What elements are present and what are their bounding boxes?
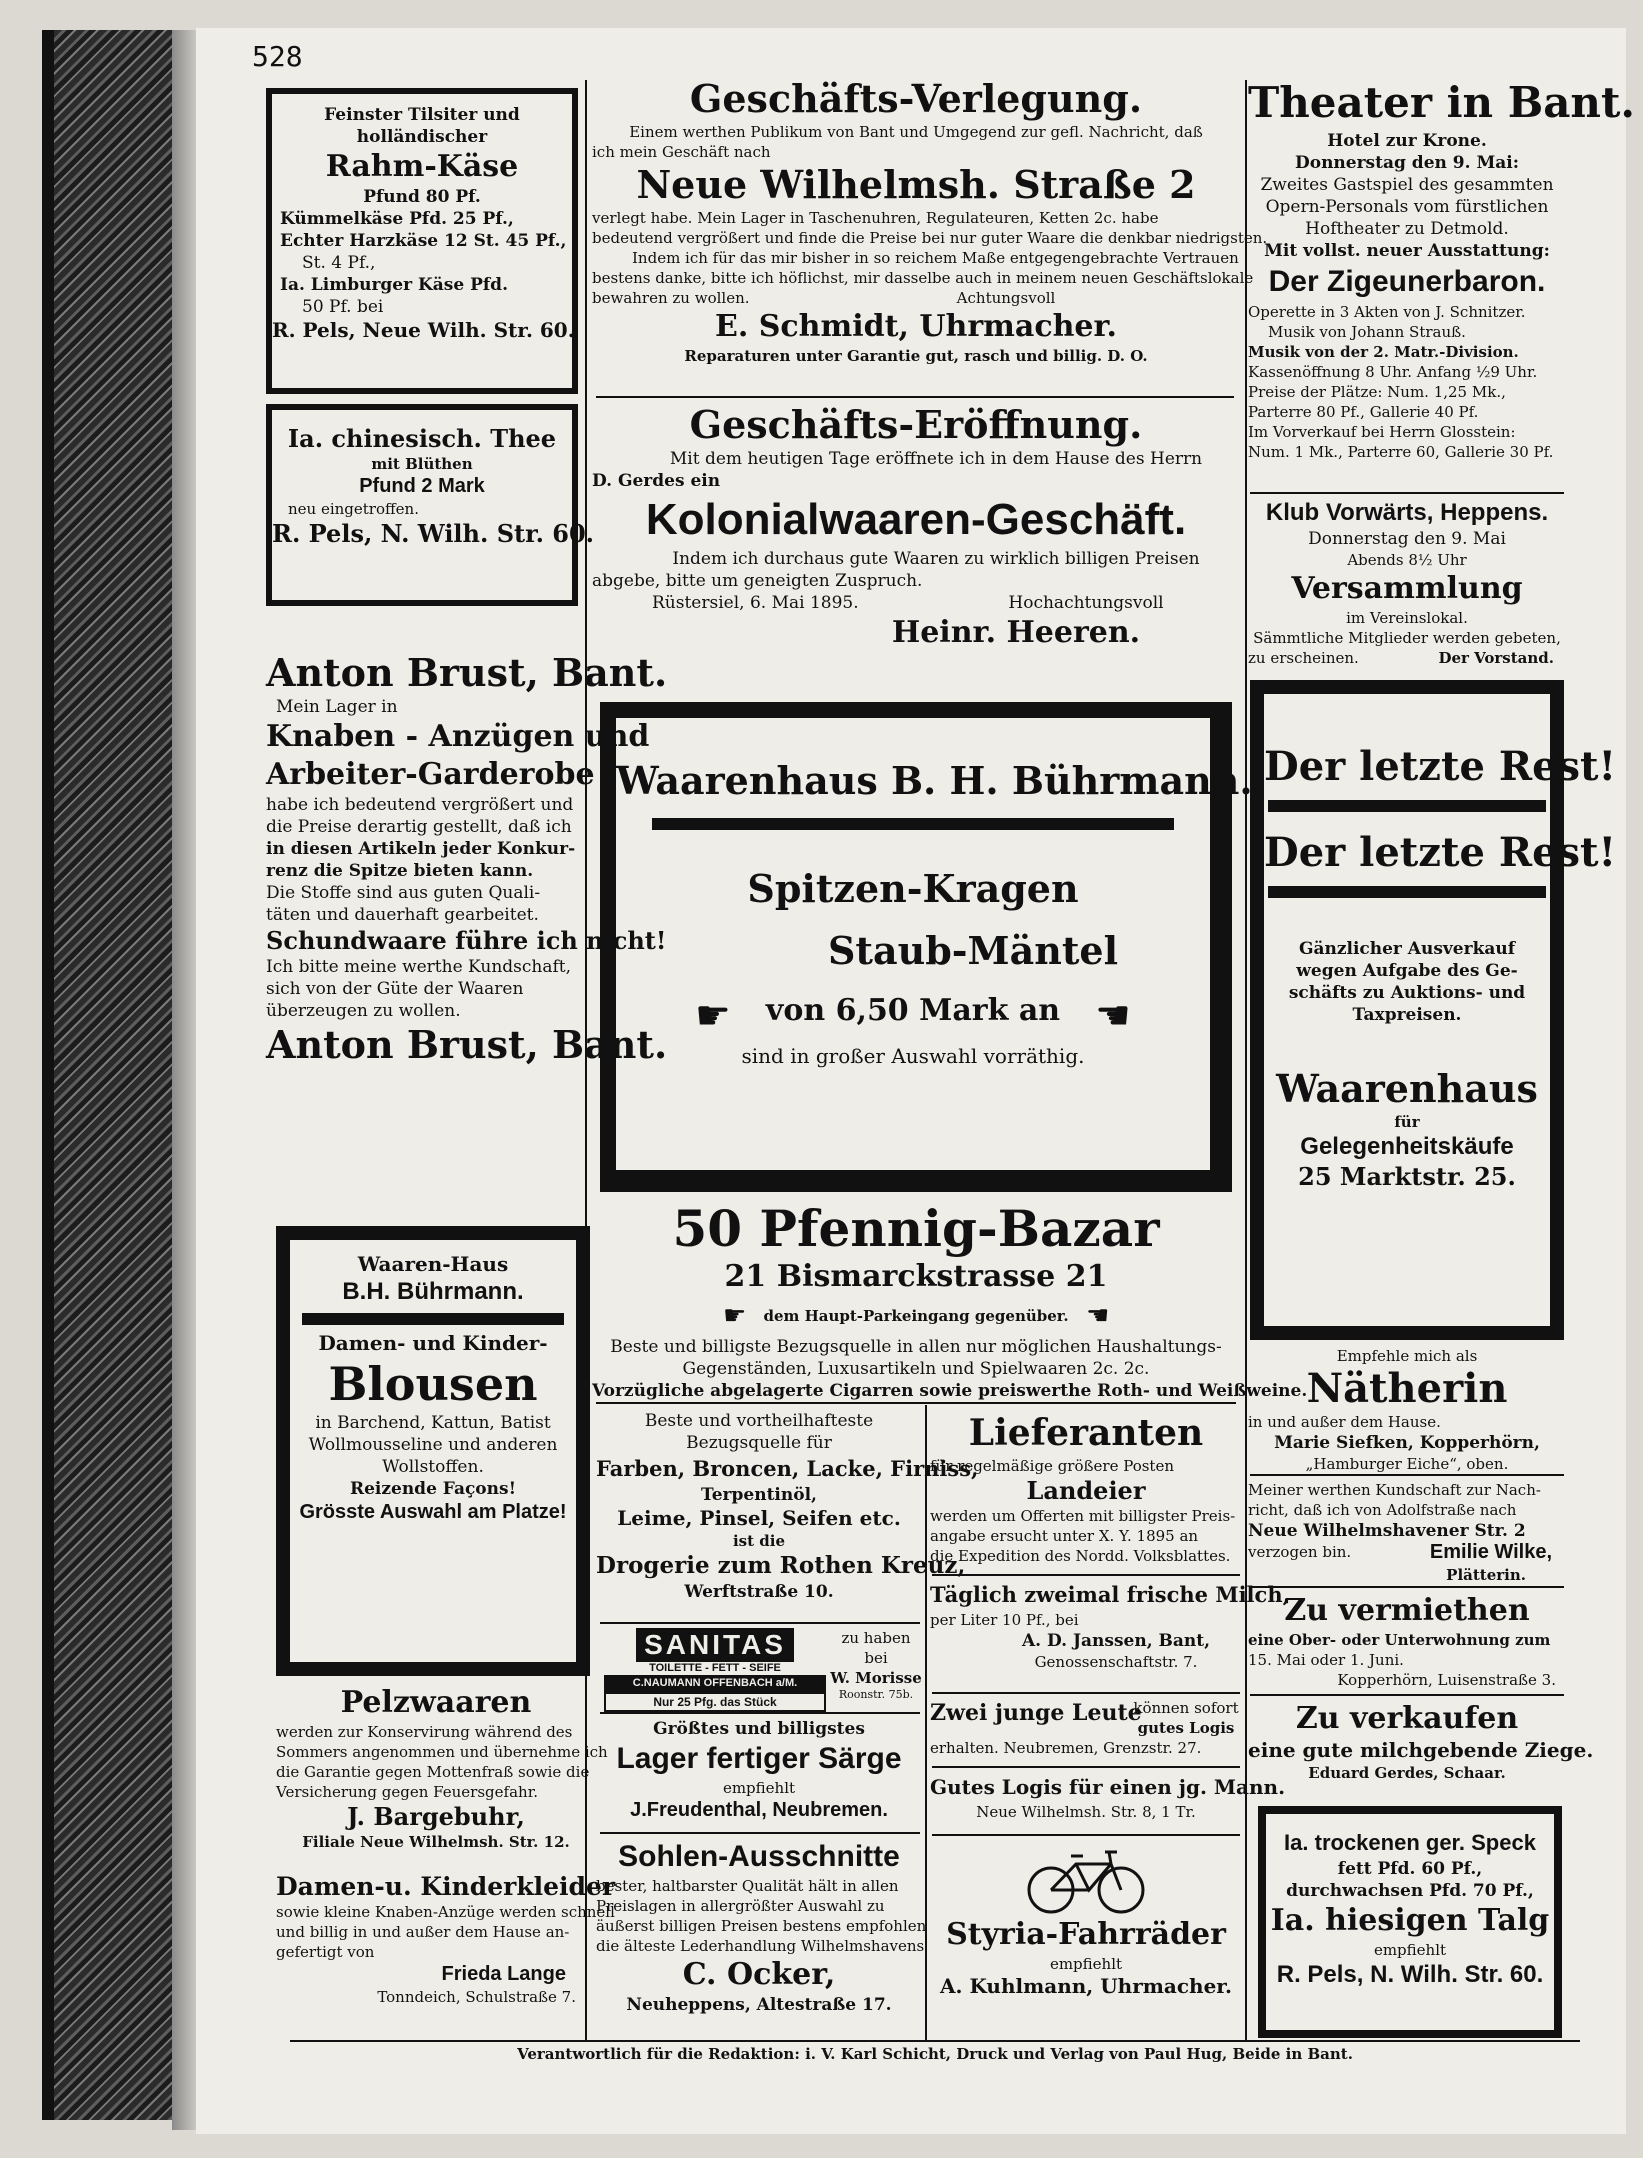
kleider-line: gefertigt von	[276, 1943, 375, 1961]
bazar-address: 21 Bismarckstrasse 21	[724, 1259, 1108, 1294]
sohlen-line: Preislagen in allergrößter Auswahl zu	[596, 1897, 885, 1915]
rest-address: 25 Marktstr. 25.	[1298, 1162, 1516, 1191]
brust-title: Anton Brust, Bant.	[266, 650, 668, 695]
ad-letzte-rest	[1250, 680, 1617, 1340]
blousen-line: in Barchend, Kattun, Batist	[315, 1413, 551, 1433]
verlegung-address: Neue Wilhelmsh. Straße 2	[636, 162, 1196, 207]
ad-speck-talg	[1258, 1806, 1562, 2038]
brust-line: sich von der Güte der Waaren	[266, 979, 524, 999]
lieferanten-line: werden um Offerten mit billigster Preis-	[930, 1507, 1236, 1525]
section-rule	[596, 1402, 1236, 1404]
pointing-hand-right-icon: ☛	[723, 1301, 747, 1331]
sanitas-line: TOILETTE - FETT - SEIFE	[649, 1662, 781, 1674]
drogerie-line: Werftstraße 10.	[684, 1582, 834, 1602]
rest-headline: Der letzte Rest!	[1264, 743, 1617, 790]
section-rule	[600, 1622, 920, 1624]
lieferanten-title: Lieferanten	[968, 1412, 1204, 1454]
leute-line: erhalten. Neubremen, Grenzstr. 27.	[930, 1739, 1202, 1757]
divider-bar	[1268, 886, 1546, 898]
bazar-line: Vorzügliche abgelagerte Cigarren sowie preiswerthe Roth- und Weißweine.	[592, 1381, 1308, 1401]
thee-line: neu eingetroffen.	[288, 500, 419, 518]
brust-headline: Knaben - Anzügen und	[266, 719, 650, 754]
kaese-line: Kümmelkäse Pfd. 25 Pf.,	[280, 209, 514, 229]
wilke-line: Meiner werthen Kundschaft zur Nach-	[1248, 1481, 1541, 1499]
wilke-line: Plätterin.	[1446, 1566, 1526, 1584]
kaese-line: 50 Pf. bei	[302, 297, 384, 317]
speck-line: empfiehlt	[1373, 1941, 1447, 1959]
ad-junge-leute	[930, 1698, 1242, 1764]
saerge-seller: J.Freudenthal, Neubremen.	[630, 1799, 888, 1821]
section-rule	[1250, 1474, 1564, 1476]
lieferanten-line: für regelmäßige größere Posten	[930, 1457, 1174, 1475]
milch-line: Genossenschaftstr. 7.	[1034, 1653, 1198, 1671]
section-rule	[1250, 1694, 1564, 1696]
theater-line: Im Vorverkauf bei Herrn Glosstein:	[1248, 423, 1516, 441]
rest-store: Waarenhaus	[1276, 1066, 1538, 1111]
brust-line: täten und dauerhaft gearbeitet.	[266, 905, 539, 925]
naetherin-title: Nätherin	[1306, 1365, 1508, 1412]
theater-line: Hoftheater zu Detmold.	[1305, 219, 1509, 239]
bazar-title: 50 Pfennig-Bazar	[672, 1199, 1160, 1258]
kaese-line: holländischer	[356, 127, 488, 147]
pelz-line: die Garantie gegen Mottenfraß sowie die	[276, 1763, 590, 1781]
pelz-line: werden zur Konservirung während des	[276, 1723, 573, 1741]
sanitas-line: Nur 25 Pfg. das Stück	[604, 1692, 826, 1712]
bazar-line: Gegenständen, Luxusartikeln und Spielwaaren 2c. 2c.	[682, 1359, 1150, 1379]
section-rule	[932, 1692, 1240, 1694]
kleider-title: Damen-u. Kinderkleider	[276, 1872, 616, 1901]
book-spine	[42, 30, 184, 2120]
section-rule	[932, 1574, 1240, 1576]
kleider-line: und billig in und außer dem Hause an-	[276, 1923, 570, 1941]
lieferanten-item: Landeier	[1026, 1476, 1146, 1505]
kaese-line: St. 4 Pf.,	[302, 253, 376, 273]
buehrmann-item: Spitzen-Kragen	[747, 866, 1079, 911]
blousen-line: Wollstoffen.	[382, 1457, 484, 1477]
sohlen-title: Sohlen-Ausschnitte	[618, 1840, 900, 1873]
klub-line: Sämmtliche Mitglieder werden gebeten,	[1253, 629, 1561, 647]
lieferanten-line: angabe ersucht unter X. Y. 1895 an	[930, 1527, 1199, 1545]
verkaufen-title: Zu verkaufen	[1295, 1701, 1519, 1736]
blousen-line: Waaren-Haus	[357, 1252, 509, 1276]
footer-rule	[290, 2040, 1580, 2042]
vermiethen-line: Kopperhörn, Luisenstraße 3.	[1337, 1671, 1556, 1689]
ad-sohlen	[596, 1838, 927, 2036]
ad-zu-vermiethen	[1248, 1592, 1566, 1692]
speck-line: fett Pfd. 60 Pf.,	[1337, 1859, 1483, 1879]
klub-title: Klub Vorwärts, Heppens.	[1265, 499, 1549, 526]
blousen-line: Reizende Façons!	[349, 1479, 517, 1499]
kleider-line: Tonndeich, Schulstraße 7.	[377, 1988, 576, 2006]
brust-line: in diesen Artikeln jeder Konkur-	[266, 839, 576, 859]
ad-saerge	[596, 1718, 922, 1830]
pelz-line: Sommers angenommen und übernehme ich	[276, 1743, 608, 1761]
theater-title: Theater in Bant.	[1248, 78, 1635, 127]
brust-line: Die Stoffe sind aus guten Quali-	[266, 883, 541, 903]
sohlen-line: die älteste Lederhandlung Wilhelmshavens	[596, 1937, 925, 1955]
styria-seller: A. Kuhlmann, Uhrmacher.	[940, 1974, 1232, 1998]
leute-line: können sofort	[1133, 1699, 1239, 1717]
styria-line: empfiehlt	[1049, 1955, 1123, 1973]
rest-line: schäfts zu Auktions- und	[1288, 983, 1526, 1003]
bicycle-icon	[1021, 1842, 1151, 1916]
thee-seller: R. Pels, N. Wilh. Str. 60.	[272, 519, 595, 548]
kaese-title: Rahm-Käse	[325, 149, 519, 184]
sohlen-line: äußerst billigen Preisen bestens empfohlen	[596, 1917, 927, 1935]
ad-klub-vorwaerts	[1248, 498, 1566, 674]
kaese-line: Feinster Tilsiter und	[324, 105, 520, 125]
verlegung-title: Geschäfts-Verlegung.	[689, 76, 1143, 121]
pointing-hand-left-icon: ☛	[1095, 992, 1132, 1039]
pointing-hand-right-icon: ☛	[694, 992, 731, 1039]
section-rule	[932, 1834, 1240, 1836]
kaese-line: Echter Harzkäse 12 St. 45 Pf.,	[280, 231, 567, 251]
kleider-seller: Frieda Lange	[441, 1963, 566, 1985]
klub-line: zu erscheinen.	[1248, 649, 1359, 667]
sohlen-signature: C. Ocker,	[682, 1957, 836, 1992]
naetherin-line: „Hamburger Eiche“, oben.	[1305, 1455, 1509, 1473]
drogerie-line: Bezugsquelle für	[686, 1433, 832, 1453]
brust-line: überzeugen zu wollen.	[266, 1001, 461, 1021]
rest-line: Taxpreisen.	[1352, 1005, 1462, 1025]
kaese-line: Pfund 80 Pf.	[363, 187, 481, 207]
speck-line: durchwachsen Pfd. 70 Pf.,	[1286, 1881, 1534, 1901]
imprint	[290, 2044, 1580, 2068]
styria-title: Styria-Fahrräder	[946, 1917, 1226, 1952]
verlegung-line: ich mein Geschäft nach	[592, 143, 771, 161]
pelz-line: Filiale Neue Wilhelmsh. Str. 12.	[302, 1833, 570, 1851]
column-rule-right	[1245, 80, 1247, 2040]
ad-emilie-wilke	[1248, 1480, 1566, 1584]
section-rule	[600, 1712, 920, 1714]
ad-naetherin	[1248, 1346, 1566, 1472]
brust-line: Mein Lager in	[276, 697, 398, 717]
brust-line: habe ich bedeutend vergrößert und	[266, 795, 574, 815]
brust-line: die Preise derartig gestellt, daß ich	[266, 817, 572, 837]
divider-bar	[652, 818, 1174, 830]
eroeffnung-line: Mit dem heutigen Tage eröffnete ich in dem Hause des Herrn	[669, 449, 1203, 469]
pelz-line: Versicherung gegen Feuersgefahr.	[276, 1783, 538, 1801]
wilke-line: Neue Wilhelmshavener Str. 2	[1248, 1521, 1526, 1541]
blousen-line: Grösste Auswahl am Platze!	[299, 1501, 567, 1523]
speck-seller: R. Pels, N. Wilh. Str. 60.	[1276, 1961, 1544, 1988]
klub-line: Abends 8½ Uhr	[1347, 551, 1467, 569]
buehrmann-item: Staub-Mäntel	[827, 928, 1119, 973]
verlegung-signature: E. Schmidt, Uhrmacher.	[715, 309, 1117, 344]
rest-line: für	[1394, 1113, 1420, 1131]
ad-milch	[930, 1580, 1290, 1690]
brust-line: Ich bitte meine werthe Kundschaft,	[266, 957, 572, 977]
section-rule	[1250, 1586, 1564, 1588]
imprint-text: Verantwortlich für die Redaktion: i. V. Karl Schicht, Druck und Verlag von Paul Hug, Beide in Bant.	[517, 2045, 1353, 2063]
theater-line: Hotel zur Krone.	[1327, 131, 1487, 151]
ad-rahm-kaese	[266, 88, 578, 394]
blousen-title: Blousen	[328, 1357, 538, 1411]
lieferanten-line: die Expedition des Nordd. Volksblattes.	[930, 1547, 1231, 1565]
speck-title: Ia. hiesigen Talg	[1270, 1903, 1550, 1938]
saerge-line: empfiehlt	[722, 1779, 796, 1797]
blousen-line: Damen- und Kinder-	[318, 1331, 548, 1355]
sanitas-seller: W. Morisse	[830, 1669, 922, 1687]
ad-geschaefts-verlegung	[592, 76, 1268, 386]
verlegung-line: Einem werthen Publikum von Bant und Umgegend zur gefl. Nachricht, daß	[629, 123, 1203, 141]
sanitas-line: C.NAUMANN OFFENBACH a/M.	[604, 1675, 826, 1692]
sanitas-line: Roonstr. 75b.	[838, 1688, 914, 1701]
pelz-title: Pelzwaaren	[340, 1685, 532, 1720]
pointing-hand-left-icon: ☛	[1085, 1301, 1109, 1331]
wilke-line: richt, daß ich von Adolfstraße nach	[1248, 1501, 1517, 1519]
eroeffnung-line: D. Gerdes ein	[592, 471, 721, 491]
page-edge	[172, 30, 196, 2130]
section-rule	[932, 1766, 1240, 1768]
saerge-line: Größtes und billigstes	[653, 1719, 865, 1739]
vermiethen-line: eine Ober- oder Unterwohnung zum	[1248, 1631, 1551, 1649]
verlegung-line: bewahren zu wollen.	[592, 289, 750, 307]
klub-headline: Versammlung	[1291, 571, 1523, 606]
kaese-seller: R. Pels, Neue Wilh. Str. 60.	[272, 318, 575, 342]
column-rule-inner	[925, 1405, 927, 2040]
buehrmann-title: Waarenhaus B. H. Bührmann.	[616, 758, 1253, 803]
leute-line: gutes Logis	[1137, 1719, 1235, 1737]
eroeffnung-headline: Kolonialwaaren-Geschäft.	[645, 495, 1187, 544]
theater-line: Parterre 80 Pf., Gallerie 40 Pf.	[1248, 403, 1479, 421]
brust-signature: Anton Brust, Bant.	[266, 1022, 668, 1067]
verlegung-line: bestens danke, bitte ich höflichst, mir dasselbe auch in meinem neuen Geschäftslokale	[592, 269, 1254, 287]
section-rule	[600, 1832, 920, 1834]
sanitas-line: bei	[864, 1649, 888, 1667]
theater-line: Operette in 3 Akten von J. Schnitzer.	[1248, 303, 1526, 321]
rest-line: wegen Aufgabe des Ge-	[1296, 961, 1518, 981]
ad-lieferanten	[930, 1410, 1242, 1572]
ad-zu-verkaufen	[1248, 1700, 1594, 1800]
blousen-line: Wollmousseline und anderen	[308, 1435, 558, 1455]
theater-line: Mit vollst. neuer Ausstattung:	[1264, 241, 1550, 261]
ad-waarenhaus-buehrmann	[600, 702, 1253, 1192]
ad-theater	[1248, 76, 1635, 490]
buehrmann-price: von 6,50 Mark an	[765, 993, 1061, 1028]
ad-geschaefts-eroeffnung	[592, 402, 1240, 694]
ad-pfennig-bazar	[592, 1199, 1308, 1401]
thee-price: Pfund 2 Mark	[359, 475, 485, 497]
verlegung-line: bedeutend vergrößert und finde die Preise bei nur guter Waare die denkbar niedrigsten.	[592, 229, 1268, 247]
verlegung-line: Achtungsvoll	[956, 289, 1056, 307]
brust-line: renz die Spitze bieten kann.	[266, 861, 534, 881]
brust-slogan: Schundwaare führe ich nicht!	[266, 926, 667, 955]
naetherin-line: in und außer dem Hause.	[1248, 1413, 1441, 1431]
vermiethen-line: 15. Mai oder 1. Juni.	[1248, 1651, 1404, 1669]
wilke-line: verzogen bin.	[1248, 1543, 1352, 1561]
bazar-line: Beste und billigste Bezugsquelle in allen nur möglichen Haushaltungs-	[610, 1337, 1222, 1357]
page-number: 528	[252, 40, 303, 73]
verlegung-line: verlegt habe. Mein Lager in Taschenuhren, Regulateuren, Ketten 2c. habe	[592, 209, 1159, 227]
rest-line: Gelegenheitskäufe	[1300, 1133, 1514, 1160]
brust-headline: Arbeiter-Garderobe	[266, 757, 595, 792]
verlegung-line: Reparaturen unter Garantie gut, rasch und billig. D. O.	[684, 347, 1148, 365]
ad-kinderkleider	[276, 1872, 616, 2042]
kleider-line: sowie kleine Knaben-Anzüge werden schnell	[276, 1903, 615, 1921]
klub-line: im Vereinslokal.	[1346, 609, 1468, 627]
theater-line: Num. 1 Mk., Parterre 60, Gallerie 30 Pf.	[1248, 443, 1554, 461]
drogerie-line: Beste und vortheilhafteste	[644, 1411, 874, 1431]
logis-line: Neue Wilhelmsh. Str. 8, 1 Tr.	[976, 1803, 1196, 1821]
eroeffnung-title: Geschäfts-Eröffnung.	[689, 402, 1143, 447]
sanitas-logo: SANITAS	[636, 1628, 794, 1662]
sanitas-line: zu haben	[841, 1629, 911, 1647]
rest-headline: Der letzte Rest!	[1264, 829, 1617, 876]
eroeffnung-line: Hochachtungsvoll	[1008, 593, 1164, 613]
divider-bar	[302, 1313, 564, 1325]
ad-anton-brust	[266, 650, 668, 1190]
milch-line: per Liter 10 Pf., bei	[930, 1611, 1079, 1629]
speck-title: Ia. trockenen ger. Speck	[1284, 1830, 1536, 1855]
drogerie-products: Leime, Pinsel, Seifen etc.	[617, 1506, 901, 1530]
kaese-line: Ia. Limburger Käse Pfd.	[280, 275, 508, 295]
blousen-store: B.H. Bührmann.	[342, 1278, 524, 1305]
thee-line: mit Blüthen	[371, 455, 473, 473]
drogerie-line: Terpentinöl,	[701, 1485, 817, 1505]
verkaufen-line: eine gute milchgebende Ziege.	[1248, 1738, 1594, 1762]
verlegung-line: Indem ich für das mir bisher in so reichem Maße entgegengebrachte Vertrauen	[632, 249, 1239, 267]
ad-sanitas	[604, 1628, 922, 1712]
naetherin-seller: Marie Siefken, Kopperhörn,	[1274, 1433, 1540, 1453]
sohlen-line: Neuheppens, Altestraße 17.	[626, 1995, 892, 2015]
ad-logis	[930, 1772, 1286, 1830]
theater-line: Zweites Gastspiel des gesammten	[1260, 175, 1554, 195]
thee-title: Ia. chinesisch. Thee	[287, 424, 557, 453]
ad-styria	[930, 1842, 1242, 2038]
section-rule	[1250, 492, 1564, 494]
theater-line: Preise der Plätze: Num. 1,25 Mk.,	[1248, 383, 1506, 401]
eroeffnung-line: Indem ich durchaus gute Waaren zu wirklich billigen Preisen	[672, 549, 1200, 569]
eroeffnung-signature: Heinr. Heeren.	[891, 615, 1141, 650]
theater-line: Musik von Johann Strauß.	[1268, 323, 1466, 341]
eroeffnung-line: abgebe, bitte um geneigten Zuspruch.	[592, 571, 923, 591]
ad-blousen	[276, 1226, 590, 1676]
klub-line: Der Vorstand.	[1438, 649, 1554, 667]
ad-drogerie	[596, 1410, 979, 1620]
divider-bar	[1268, 800, 1546, 812]
theater-line: Donnerstag den 9. Mai:	[1294, 153, 1520, 173]
naetherin-line: Empfehle mich als	[1336, 1347, 1478, 1365]
eroeffnung-line: Rüstersiel, 6. Mai 1895.	[652, 593, 859, 613]
theater-line: Opern-Personals vom fürstlichen	[1265, 197, 1549, 217]
theater-play: Der Zigeunerbaron.	[1268, 265, 1546, 298]
section-rule	[596, 396, 1234, 398]
ad-pelzwaaren	[276, 1684, 608, 1864]
wilke-seller: Emilie Wilke,	[1429, 1541, 1552, 1563]
leute-title: Zwei junge Leute	[930, 1700, 1142, 1726]
saerge-title: Lager fertiger Särge	[616, 1742, 902, 1775]
ad-thee	[266, 404, 595, 606]
buehrmann-line: sind in großer Auswahl vorräthig.	[741, 1043, 1085, 1068]
milch-seller: A. D. Janssen, Bant,	[1021, 1631, 1211, 1651]
drogerie-products: Farben, Broncen, Lacke, Firniss,	[596, 1456, 979, 1481]
pelz-seller: J. Bargebuhr,	[347, 1802, 525, 1831]
logis-title: Gutes Logis für einen jg. Mann.	[930, 1775, 1286, 1799]
klub-line: Donnerstag den 9. Mai	[1308, 529, 1506, 549]
drogerie-name: Drogerie zum Rothen Kreuz,	[596, 1552, 966, 1579]
theater-line: Musik von der 2. Matr.-Division.	[1248, 343, 1519, 361]
drogerie-line: ist die	[732, 1532, 786, 1550]
milch-title: Täglich zweimal frische Milch,	[930, 1582, 1290, 1607]
theater-line: Kassenöffnung 8 Uhr. Anfang ½9 Uhr.	[1248, 363, 1538, 381]
sohlen-line: bester, haltbarster Qualität hält in allen	[596, 1877, 899, 1895]
rest-line: Gänzlicher Ausverkauf	[1298, 939, 1516, 959]
vermiethen-title: Zu vermiethen	[1284, 1593, 1530, 1628]
verkaufen-seller: Eduard Gerdes, Schaar.	[1308, 1764, 1506, 1782]
bazar-line: dem Haupt-Parkeingang gegenüber.	[763, 1306, 1069, 1325]
